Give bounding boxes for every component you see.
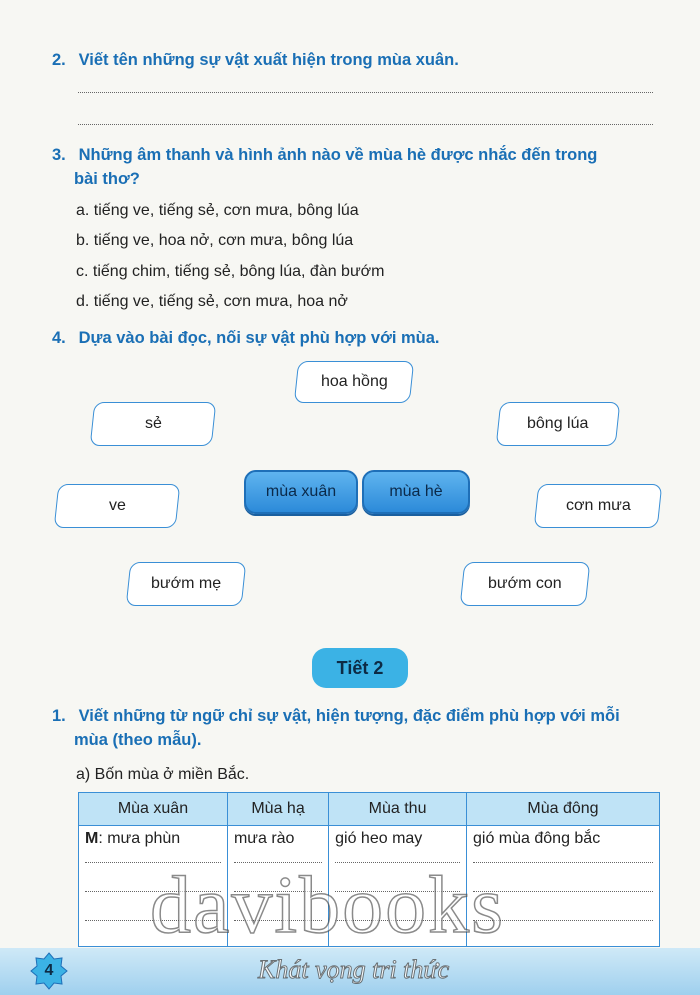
answer-line[interactable]: [78, 124, 653, 125]
header-mua-ha: Mùa hạ: [227, 793, 328, 826]
season-mua-xuan[interactable]: mùa xuân: [244, 470, 358, 514]
match-item-se[interactable]: sẻ: [90, 402, 217, 446]
question-4: [52, 326, 440, 350]
example-text: mưa rào: [233, 830, 295, 847]
question-text-cont: mùa (theo mẫu).: [74, 731, 202, 749]
header-mua-xuan: Mùa xuân: [79, 793, 228, 826]
example-text: gió mùa đông bắc: [473, 830, 601, 847]
exercise-1: [52, 704, 672, 752]
question-text-cont: bài thơ?: [74, 170, 140, 188]
header-mua-thu: Mùa thu: [329, 793, 467, 826]
match-item-con-mua[interactable]: cơn mưa: [534, 484, 663, 528]
question-number: 1.: [52, 707, 66, 725]
season-mua-he[interactable]: mùa hè: [362, 470, 470, 514]
slogan: Khát vọng tri thức: [258, 955, 450, 984]
question-text: Viết những từ ngữ chỉ sự vật, hiện tượng, đặc điểm phù hợp với mỗi: [78, 707, 620, 725]
watermark: davibooks: [150, 859, 506, 950]
option-b[interactable]: b. tiếng ve, hoa nở, cơn mưa, bông lúa: [76, 232, 354, 249]
match-item-bong-lua[interactable]: bông lúa: [496, 402, 621, 446]
option-a[interactable]: a. tiếng ve, tiếng sẻ, cơn mưa, bông lúa: [76, 202, 359, 219]
match-item-hoa-hong[interactable]: hoa hồng: [294, 361, 414, 403]
match-item-buom-con[interactable]: bướm con: [460, 562, 591, 606]
example-text: gió heo may: [335, 830, 423, 847]
example-text: : mưa phùn: [98, 830, 181, 847]
match-item-buom-me[interactable]: bướm mẹ: [126, 562, 247, 606]
question-text: Dựa vào bài đọc, nối sự vật phù hợp với mùa.: [78, 329, 440, 347]
answer-line[interactable]: [78, 92, 653, 93]
match-item-ve[interactable]: ve: [54, 484, 181, 528]
question-text: Những âm thanh và hình ảnh nào về mùa hè được nhắc đến trong: [78, 146, 598, 164]
question-2: [52, 48, 459, 72]
section-heading: Tiết 2: [312, 648, 408, 688]
question-text: Viết tên những sự vật xuất hiện trong mùa xuân.: [78, 51, 459, 69]
option-d[interactable]: d. tiếng ve, tiếng sẻ, cơn mưa, hoa nở: [76, 293, 348, 310]
question-3: [52, 143, 672, 191]
sub-question: a) Bốn mùa ở miền Bắc.: [76, 766, 250, 783]
page-number: 4: [44, 962, 54, 979]
question-number: 4.: [52, 329, 66, 347]
question-number: 3.: [52, 146, 66, 164]
option-c[interactable]: c. tiếng chim, tiếng sẻ, bông lúa, đàn bướm: [76, 263, 385, 280]
header-mua-dong: Mùa đông: [467, 793, 660, 826]
example-marker: M: [85, 830, 99, 847]
question-number: 2.: [52, 51, 66, 69]
